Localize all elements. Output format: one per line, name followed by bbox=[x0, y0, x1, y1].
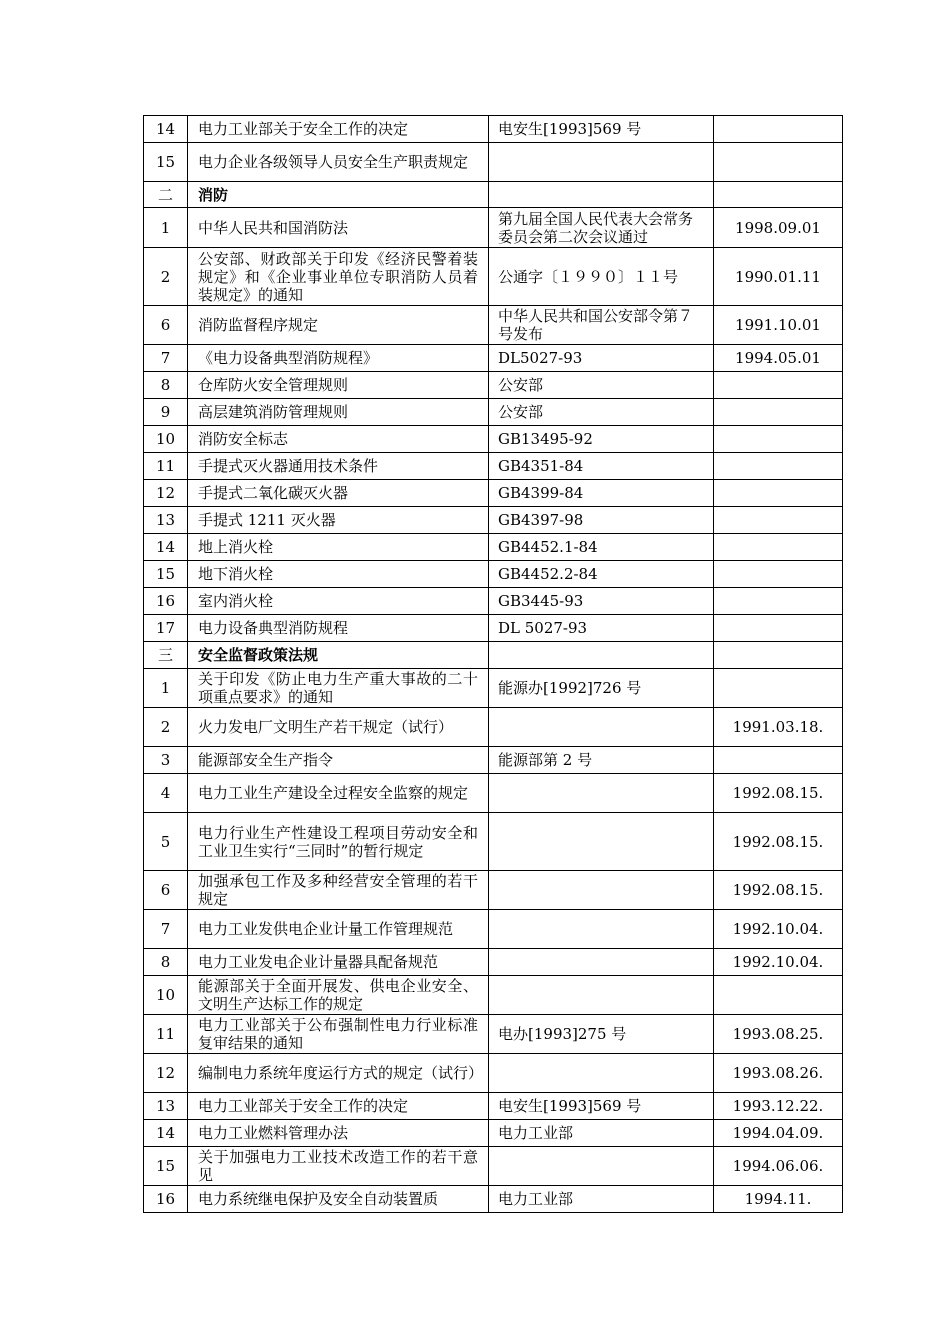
table-row bbox=[144, 306, 843, 345]
regulation-title: 电力工业部关于安全工作的决定 bbox=[188, 1093, 489, 1120]
table-row bbox=[144, 747, 843, 774]
document-code bbox=[489, 871, 714, 910]
table-row bbox=[144, 588, 843, 615]
effective-date: 1992.08.15. bbox=[714, 871, 843, 910]
effective-date bbox=[714, 182, 843, 208]
row-number: 7 bbox=[144, 910, 188, 949]
table-row bbox=[144, 708, 843, 747]
regulation-title: 关于印发《防止电力生产重大事故的二十项重点要求》的通知 bbox=[188, 669, 489, 708]
regulation-title: 电力工业部关于安全工作的决定 bbox=[188, 116, 489, 143]
regulation-title: 室内消火栓 bbox=[188, 588, 489, 615]
effective-date: 1991.10.01 bbox=[714, 306, 843, 345]
effective-date bbox=[714, 561, 843, 588]
row-number: 13 bbox=[144, 1093, 188, 1120]
effective-date bbox=[714, 669, 843, 708]
document-code bbox=[489, 182, 714, 208]
row-number: 15 bbox=[144, 143, 188, 182]
table-row bbox=[144, 949, 843, 976]
effective-date bbox=[714, 507, 843, 534]
document-code: 电安生[1993]569 号 bbox=[489, 116, 714, 143]
document-code bbox=[489, 1054, 714, 1093]
regulation-title: 《电力设备典型消防规程》 bbox=[188, 345, 489, 372]
row-number: 2 bbox=[144, 708, 188, 747]
document-code bbox=[489, 949, 714, 976]
document-code: 第九届全国人民代表大会常务委员会第二次会议通过 bbox=[489, 208, 714, 248]
regulation-title: 能源部关于全面开展发、供电企业安全、文明生产达标工作的规定 bbox=[188, 976, 489, 1015]
table-row bbox=[144, 976, 843, 1015]
document-code bbox=[489, 910, 714, 949]
document-code: GB3445-93 bbox=[489, 588, 714, 615]
row-number: 8 bbox=[144, 372, 188, 399]
effective-date: 1994.05.01 bbox=[714, 345, 843, 372]
row-number: 3 bbox=[144, 747, 188, 774]
effective-date: 1992.10.04. bbox=[714, 910, 843, 949]
regulation-title: 电力工业部关于公布强制性电力行业标准复审结果的通知 bbox=[188, 1015, 489, 1054]
regulation-title: 中华人民共和国消防法 bbox=[188, 208, 489, 248]
row-number: 15 bbox=[144, 1147, 188, 1186]
document-code: 电安生[1993]569 号 bbox=[489, 1093, 714, 1120]
effective-date bbox=[714, 143, 843, 182]
regulation-title: 关于加强电力工业技术改造工作的若干意见 bbox=[188, 1147, 489, 1186]
table-row bbox=[144, 480, 843, 507]
document-code bbox=[489, 774, 714, 813]
effective-date: 1992.08.15. bbox=[714, 774, 843, 813]
regulation-title: 电力设备典型消防规程 bbox=[188, 615, 489, 642]
row-number: 1 bbox=[144, 669, 188, 708]
table-row bbox=[144, 813, 843, 871]
regulation-title: 编制电力系统年度运行方式的规定（试行） bbox=[188, 1054, 489, 1093]
document-code: 公通字〔１９９０〕１１号 bbox=[489, 248, 714, 306]
table-row bbox=[144, 208, 843, 248]
document-code bbox=[489, 143, 714, 182]
regulation-title: 电力工业发供电企业计量工作管理规范 bbox=[188, 910, 489, 949]
regulation-title: 电力企业各级领导人员安全生产职责规定 bbox=[188, 143, 489, 182]
row-number: 7 bbox=[144, 345, 188, 372]
document-code: GB4351-84 bbox=[489, 453, 714, 480]
row-number: 2 bbox=[144, 248, 188, 306]
document-code: GB4452.1-84 bbox=[489, 534, 714, 561]
regulation-title: 手提式二氧化碳灭火器 bbox=[188, 480, 489, 507]
document-code bbox=[489, 813, 714, 871]
regulations-table-body bbox=[144, 116, 843, 1213]
row-number: 6 bbox=[144, 871, 188, 910]
row-number: 14 bbox=[144, 534, 188, 561]
effective-date: 1994.11. bbox=[714, 1186, 843, 1213]
table-row bbox=[144, 1015, 843, 1054]
table-row bbox=[144, 615, 843, 642]
table-row bbox=[144, 871, 843, 910]
effective-date: 1991.03.18. bbox=[714, 708, 843, 747]
effective-date bbox=[714, 372, 843, 399]
document-code: 中华人民共和国公安部令第７号发布 bbox=[489, 306, 714, 345]
row-number: 4 bbox=[144, 774, 188, 813]
effective-date: 1992.08.15. bbox=[714, 813, 843, 871]
effective-date bbox=[714, 399, 843, 426]
effective-date: 1994.04.09. bbox=[714, 1120, 843, 1147]
table-row bbox=[144, 116, 843, 143]
row-number: 16 bbox=[144, 1186, 188, 1213]
effective-date bbox=[714, 747, 843, 774]
document-code bbox=[489, 976, 714, 1015]
table-row bbox=[144, 399, 843, 426]
table-row bbox=[144, 1147, 843, 1186]
row-number: 11 bbox=[144, 1015, 188, 1054]
row-number: 11 bbox=[144, 453, 188, 480]
row-number: 三 bbox=[144, 642, 188, 669]
document-code: GB4399-84 bbox=[489, 480, 714, 507]
regulation-title: 安全监督政策法规 bbox=[188, 642, 489, 669]
row-number: 10 bbox=[144, 426, 188, 453]
table-row bbox=[144, 910, 843, 949]
effective-date bbox=[714, 534, 843, 561]
regulation-title: 电力工业燃料管理办法 bbox=[188, 1120, 489, 1147]
regulation-title: 电力系统继电保护及安全自动装置质 bbox=[188, 1186, 489, 1213]
document-code: DL 5027-93 bbox=[489, 615, 714, 642]
table-row bbox=[144, 507, 843, 534]
document-code: 电力工业部 bbox=[489, 1120, 714, 1147]
document-code: 公安部 bbox=[489, 372, 714, 399]
regulation-title: 火力发电厂文明生产若干规定（试行） bbox=[188, 708, 489, 747]
regulation-title: 电力工业发电企业计量器具配备规范 bbox=[188, 949, 489, 976]
document-code: GB4397-98 bbox=[489, 507, 714, 534]
row-number: 12 bbox=[144, 1054, 188, 1093]
document-code: GB4452.2-84 bbox=[489, 561, 714, 588]
row-number: 6 bbox=[144, 306, 188, 345]
effective-date: 1993.12.22. bbox=[714, 1093, 843, 1120]
table-row bbox=[144, 561, 843, 588]
document-code: 能源部第 2 号 bbox=[489, 747, 714, 774]
regulation-title: 消防监督程序规定 bbox=[188, 306, 489, 345]
document-code: 公安部 bbox=[489, 399, 714, 426]
row-number: 12 bbox=[144, 480, 188, 507]
effective-date: 1992.10.04. bbox=[714, 949, 843, 976]
effective-date bbox=[714, 453, 843, 480]
table-row bbox=[144, 345, 843, 372]
row-number: 14 bbox=[144, 116, 188, 143]
effective-date bbox=[714, 426, 843, 453]
table-row bbox=[144, 248, 843, 306]
row-number: 14 bbox=[144, 1120, 188, 1147]
row-number: 10 bbox=[144, 976, 188, 1015]
table-row bbox=[144, 453, 843, 480]
document-code bbox=[489, 1147, 714, 1186]
table-row bbox=[144, 534, 843, 561]
table-row bbox=[144, 1054, 843, 1093]
table-row bbox=[144, 1186, 843, 1213]
effective-date: 1990.01.11 bbox=[714, 248, 843, 306]
table-row bbox=[144, 372, 843, 399]
row-number: 16 bbox=[144, 588, 188, 615]
row-number: 17 bbox=[144, 615, 188, 642]
section-row bbox=[144, 182, 843, 208]
effective-date bbox=[714, 480, 843, 507]
document-code: GB13495-92 bbox=[489, 426, 714, 453]
table-row bbox=[144, 426, 843, 453]
document-code: 能源办[1992]726 号 bbox=[489, 669, 714, 708]
table-row bbox=[144, 1093, 843, 1120]
regulation-title: 加强承包工作及多种经营安全管理的若干规定 bbox=[188, 871, 489, 910]
row-number: 1 bbox=[144, 208, 188, 248]
regulation-title: 手提式 1211 灭火器 bbox=[188, 507, 489, 534]
regulation-title: 仓库防火安全管理规则 bbox=[188, 372, 489, 399]
regulation-title: 地上消火栓 bbox=[188, 534, 489, 561]
effective-date bbox=[714, 642, 843, 669]
document-code bbox=[489, 708, 714, 747]
effective-date bbox=[714, 976, 843, 1015]
regulation-title: 消防 bbox=[188, 182, 489, 208]
row-number: 13 bbox=[144, 507, 188, 534]
regulation-title: 电力工业生产建设全过程安全监察的规定 bbox=[188, 774, 489, 813]
table-row bbox=[144, 1120, 843, 1147]
regulation-title: 地下消火栓 bbox=[188, 561, 489, 588]
document-code: 电力工业部 bbox=[489, 1186, 714, 1213]
section-row bbox=[144, 642, 843, 669]
effective-date bbox=[714, 615, 843, 642]
regulation-title: 电力行业生产性建设工程项目劳动安全和工业卫生实行“三同时”的暂行规定 bbox=[188, 813, 489, 871]
regulation-title: 公安部、财政部关于印发《经济民警着装规定》和《企业事业单位专职消防人员着装规定》的通知 bbox=[188, 248, 489, 306]
row-number: 15 bbox=[144, 561, 188, 588]
document-code bbox=[489, 642, 714, 669]
regulation-title: 高层建筑消防管理规则 bbox=[188, 399, 489, 426]
effective-date: 1994.06.06. bbox=[714, 1147, 843, 1186]
regulation-title: 手提式灭火器通用技术条件 bbox=[188, 453, 489, 480]
document-code: DL5027-93 bbox=[489, 345, 714, 372]
document-code: 电办[1993]275 号 bbox=[489, 1015, 714, 1054]
table-row bbox=[144, 774, 843, 813]
effective-date bbox=[714, 116, 843, 143]
table-row bbox=[144, 143, 843, 182]
row-number: 9 bbox=[144, 399, 188, 426]
regulation-title: 消防安全标志 bbox=[188, 426, 489, 453]
regulations-table bbox=[143, 115, 843, 1213]
effective-date bbox=[714, 588, 843, 615]
row-number: 5 bbox=[144, 813, 188, 871]
table-row bbox=[144, 669, 843, 708]
row-number: 8 bbox=[144, 949, 188, 976]
effective-date: 1993.08.25. bbox=[714, 1015, 843, 1054]
regulation-title: 能源部安全生产指令 bbox=[188, 747, 489, 774]
effective-date: 1993.08.26. bbox=[714, 1054, 843, 1093]
row-number: 二 bbox=[144, 182, 188, 208]
effective-date: 1998.09.01 bbox=[714, 208, 843, 248]
